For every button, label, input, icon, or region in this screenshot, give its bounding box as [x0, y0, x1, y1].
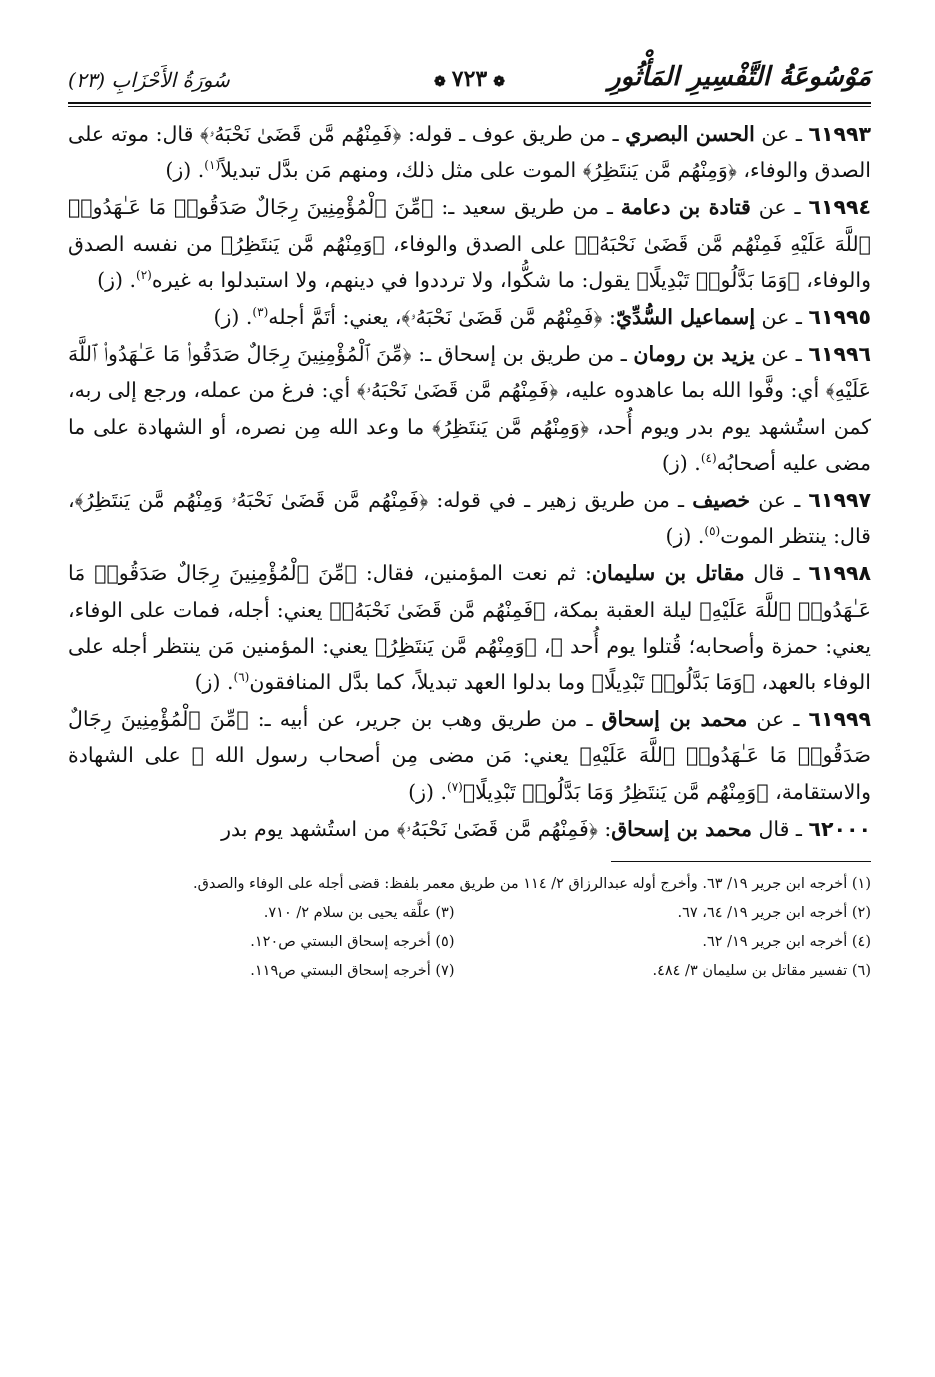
page [68, 58, 871, 1348]
entry [68, 336, 871, 481]
entry-text: ـ من طريق بن إسحاق ـ: ﴿مِّنَ ٱلْمُؤْمِنِينَ رِجَالٌ صَدَقُوا۟ مَا عَـٰهَدُوا۟ ٱللَّهَ عَلَيْهِ﴾ أي: وفَّوا الله بما عاهدوه عليه، ﴿فَمِنْهُم مَّن قَضَىٰ نَحْبَهُۥ﴾ أي: فرغ من عمله، ورجع إلى ربه، كمن استُشهد يوم بدر ويوم أُحد، ﴿وَمِنْهُم مَّن يَنتَظِرُ﴾ ما وعد الله مِن نصره، أو الشهادة على ما مضى عليه أصحابُه [68, 342, 871, 475]
footnote: (١) أخرجه ابن جرير ١٩/ ٦٣. وأخرج أوله عبدالرزاق ٢/ ١١٤ من طريق معمر بلفظ: قضى أجله على الوفاء والصدق. [193, 876, 871, 893]
entry-end: . (ز) [408, 779, 448, 804]
entry-text: : ثم نعت المؤمنين، فقال: ﴿مِّنَ ٱلْمُؤْمِنِينَ رِجَالٌ صَدَقُوا۟ مَا عَـٰهَدُوا۟ ٱللَّهَ عَلَيْهِ﴾ ليلة العقبة بمكة، ﴿فَمِنْهُم مَّن قَضَىٰ نَحْبَهُۥ﴾ يعني: أجله، فمات على الوفاء، يعني: حمزة وأصحابه؛ قُتلوا يوم أُحد ﷺ، ﴿وَمِنْهُم مَّن يَنتَظِرُ﴾ يعني: المؤمنين مَن ينتظر أجله على الوفاء بالعهد، ﴿وَمَا بَدَّلُوا۟ تَبْدِيلًا﴾ وما بدلوا العهد تبديلاً، كما بدَّل المنافقون [68, 561, 871, 695]
entry-intro: ـ عن [754, 122, 809, 146]
entry-intro: ـ عن [750, 195, 809, 220]
footnotes [68, 870, 871, 986]
entry [68, 701, 871, 810]
entry [68, 482, 871, 554]
entry-end: . (ز) [665, 524, 705, 549]
entry-number: ٦١٩٩٨ [808, 561, 871, 586]
entry-narrator: يزيد بن رومان [633, 342, 755, 367]
entry [68, 555, 871, 700]
footnote: (٦) تفسير مقاتل بن سليمان ٣/ ٤٨٤. [652, 963, 871, 980]
entry-number: ٦١٩٩٤ [808, 195, 871, 220]
entry-number: ٦٢٠٠٠ [808, 816, 871, 841]
main-text [68, 116, 871, 847]
entry-text: ـ من طريق سعيد ـ: ﴿مِّنَ ٱلْمُؤْمِنِينَ رِجَالٌ صَدَقُوا۟ مَا عَـٰهَدُوا۟ ٱللَّهَ عَلَيْهِ فَمِنْهُم مَّن قَضَىٰ نَحْبَهُۥ﴾ على الصدق والوفاء، ﴿وَمِنْهُم مَّن يَنتَظِرُ﴾ من نفسه الصدق والوفاء، ﴿وَمَا بَدَّلُوا۟ تَبْدِيلًا﴾ يقول: ما شكُّوا، ولا ترددوا في دينهم، ولا استبدلوا به غيره [68, 195, 871, 292]
entry-narrator: محمد بن إسحاق [611, 816, 752, 841]
entry-text: ـ من طريق عوف ـ قوله: ﴿فَمِنْهُم مَّن قَضَىٰ نَحْبَهُۥ﴾ قال: موته على الصدق والوفاء، ﴿وَمِنْهُم مَّن يَنتَظِرُ﴾ الموت على مثل ذلك، ومنهم مَن بدَّل تبديلاً [68, 122, 871, 183]
footnote: (٣) علَّقه يحيى بن سلام ٢/ ٧١٠. [263, 905, 455, 922]
entry-intro: ـ قال [744, 561, 809, 586]
entry [68, 116, 871, 188]
surah-title: سُورَةُ الأَحْزَابِ (٢٣) [68, 68, 230, 92]
entry-number: ٦١٩٩٦ [808, 342, 871, 367]
entry-narrator: قتادة بن دعامة [620, 195, 751, 220]
header-rule-thin [68, 106, 871, 107]
entry-text: : ﴿فَمِنْهُم مَّن قَضَىٰ نَحْبَهُۥ﴾، يعني: أتَمَّ أجله [268, 305, 616, 330]
entry-text: ـ من طريق وهب بن جرير، عن أبيه ـ: ﴿مِّنَ ٱلْمُؤْمِنِينَ رِجَالٌ صَدَقُوا۟ مَا عَـٰهَدُوا۟ ٱللَّهَ عَلَيْهِ﴾ يعني: مَن مضى مِن أصحاب رسول الله ﷺ على الشهادة والاستقامة، ﴿وَمِنْهُم مَّن يَنتَظِرُ وَمَا بَدَّلُوا۟ تَبْدِيلًا﴾ [68, 707, 871, 804]
entry-intro: ـ عن [747, 707, 809, 732]
entry-narrator: محمد بن إسحاق [601, 707, 748, 732]
entry-end: . (ز) [213, 305, 253, 330]
entry-number: ٦١٩٩٩ [808, 707, 871, 732]
entry-intro: ـ قال [751, 816, 809, 841]
book-title: مَوْسُوعَةُ التَّفْسِيرِ المَأْثُورِ [608, 62, 871, 92]
entry-intro: ـ عن [754, 342, 809, 367]
footnote-ref[interactable]: (٤) [700, 451, 717, 465]
entry [68, 299, 871, 335]
page-header [68, 58, 871, 116]
page-number: ٧٢٣ [451, 66, 488, 92]
footnote: (٢) أخرجه ابن جرير ١٩/ ٦٤، ٦٧. [677, 905, 871, 922]
entry-narrator: مقاتل بن سليمان [591, 561, 745, 586]
entry-text: ـ من طريق زهير ـ في قوله: ﴿فَمِنْهُم مَّن قَضَىٰ نَحْبَهُۥ وَمِنْهُم مَّن يَنتَظِرُ﴾، قال: ينتظر الموت [68, 488, 871, 549]
header-rule [68, 102, 871, 104]
footnote: (٧) أخرجه إسحاق البستي ص١١٩. [250, 963, 455, 980]
entry-intro: ـ عن [750, 488, 809, 513]
entry-intro: ـ عن [755, 305, 809, 330]
entry-narrator: خصيف [692, 488, 751, 513]
footnote: (٥) أخرجه إسحاق البستي ص١٢٠. [250, 934, 455, 951]
entry [68, 811, 871, 847]
footnote-ref[interactable]: (٣) [252, 305, 269, 320]
footnote-ref[interactable]: (٧) [447, 779, 463, 794]
entry-end: . (ز) [165, 158, 205, 183]
footnote-separator [611, 861, 871, 862]
ornament-icon: ❁ [493, 74, 505, 90]
entry-text: : ﴿فَمِنْهُم مَّن قَضَىٰ نَحْبَهُۥ﴾ من استُشهد يوم بدر [221, 816, 612, 841]
entry-number: ٦١٩٩٣ [808, 122, 871, 146]
footnote-grid [68, 899, 871, 986]
entry [68, 189, 871, 298]
footnote-ref[interactable]: (١) [204, 158, 221, 173]
ornament-icon: ❁ [434, 74, 446, 90]
entry-number: ٦١٩٩٧ [808, 488, 871, 513]
entry-end: . (ز) [661, 450, 701, 475]
footnote-ref[interactable]: (٢) [136, 267, 152, 282]
footnote: (٤) أخرجه ابن جرير ١٩/ ٦٢. [702, 934, 871, 951]
entry-narrator: الحسن البصري [625, 122, 755, 146]
entry-end: . (ز) [194, 670, 234, 695]
footnote-ref[interactable]: (٥) [704, 524, 721, 539]
entry-number: ٦١٩٩٥ [808, 305, 871, 330]
entry-end: . (ز) [97, 267, 137, 292]
entry-narrator: إسماعيل السُّدِّيّ [615, 305, 756, 330]
footnote-ref[interactable]: (٦) [233, 670, 250, 685]
